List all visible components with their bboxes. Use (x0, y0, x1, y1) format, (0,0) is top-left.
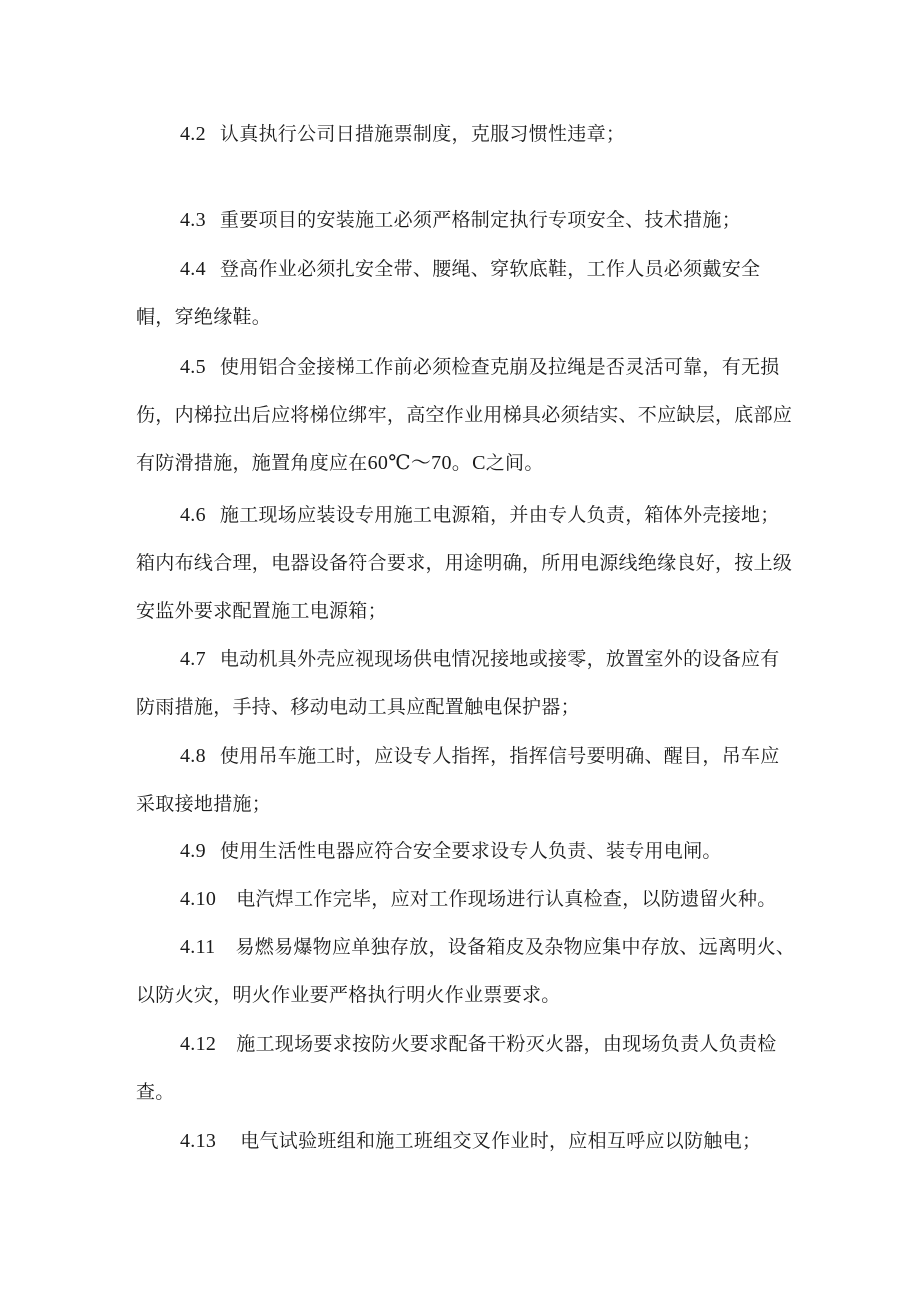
clause-4-3 (136, 196, 796, 244)
clause-text: 使用吊车施工时，应设专人指挥，指挥信号要明确、醒目，吊车应采取接地措施； (136, 745, 780, 815)
clause-number: 4.8 (180, 745, 206, 767)
clause-text: 施工现场要求按防火要求配备干粉灭火器，由现场负责人负责检查。 (136, 1033, 777, 1103)
clause-number: 4.13 (180, 1130, 217, 1152)
clause-text: 使用生活性电器应符合安全要求设专人负责、装专用电闸。 (219, 840, 722, 862)
clause-number: 4.2 (180, 123, 206, 145)
clause-text: 使用铝合金接梯工作前必须检查克崩及拉绳是否灵活可靠，有无损伤，内梯拉出后应将梯位绑牢，高空作业用梯具必须结实、不应缺层，底部应有防滑措施，施置角度应在 (136, 356, 793, 474)
clause-number: 4.4 (180, 258, 206, 280)
clause-4-9 (136, 827, 796, 875)
clause-number: 4.7 (180, 648, 206, 670)
clause-number: 4.12 (180, 1033, 217, 1055)
clause-4-4 (136, 245, 796, 341)
clause-4-5 (136, 343, 796, 487)
clause-number: 4.11 (180, 936, 216, 958)
clause-text: 认真执行公司日措施票制度，克服习惯性违章； (219, 123, 626, 145)
clause-4-6 (136, 491, 796, 635)
clause-4-11 (136, 923, 796, 1019)
clause-text: 重要项目的安装施工必须严格制定执行专项安全、技术措施； (219, 209, 742, 231)
clause-number: 4.9 (180, 840, 206, 862)
clause-text: 电汽焊工作完毕，应对工作现场进行认真检查，以防遗留火种。 (236, 888, 777, 910)
clause-4-8 (136, 732, 796, 828)
clause-text-end: 之间。 (485, 452, 544, 474)
clause-text: 电气试验班组和施工班组交叉作业时，应相互呼应以防触电； (240, 1130, 762, 1152)
clause-text: 登高作业必须扎安全带、腰绳、穿软底鞋，工作人员必须戴安全帽，穿绝缘鞋。 (136, 258, 761, 328)
clause-4-10 (136, 875, 796, 923)
angle-range: 60℃～70。C (367, 452, 486, 474)
clause-4-7 (136, 635, 796, 731)
clause-4-2 (136, 110, 796, 158)
clause-4-13 (136, 1117, 796, 1165)
clause-text: 施工现场应装设专用施工电源箱，并由专人负责，箱体外壳接地；箱内布线合理，电器设备符合要求，用途明确，所用电源线绝缘良好，按上级安监外要求配置施工电源箱； (136, 504, 793, 622)
clause-number: 4.6 (180, 504, 206, 526)
clause-text: 易燃易爆物应单独存放，设备箱皮及杂物应集中存放、远离明火、以防火灾，明火作业要严格执行明火作业票要求。 (136, 936, 796, 1006)
clause-number: 4.3 (180, 209, 206, 231)
clause-number: 4.5 (180, 356, 206, 378)
clause-text: 电动机具外壳应视现场供电情况接地或接零，放置室外的设备应有防雨措施，手持、移动电动工具应配置触电保护器； (136, 648, 780, 718)
clause-number: 4.10 (180, 888, 217, 910)
clause-4-12 (136, 1020, 796, 1116)
